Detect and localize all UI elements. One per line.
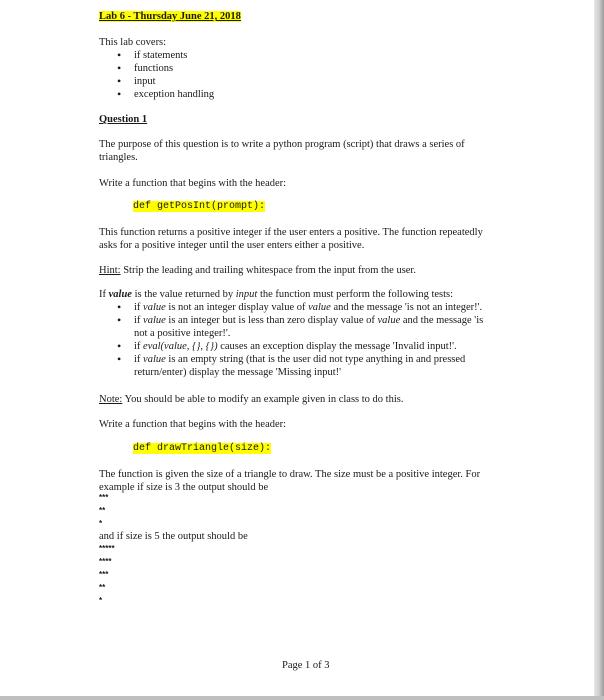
triangle-row: * bbox=[99, 519, 103, 528]
covers-item: • input bbox=[99, 75, 214, 88]
covers-item: • if statements bbox=[99, 49, 214, 62]
note-label: Note: bbox=[99, 394, 123, 405]
note-text: You should be able to modify an example given in class to do this. bbox=[122, 394, 404, 405]
note bbox=[99, 393, 403, 406]
given-line-1: The function is given the size of a triangle to draw. The size must be a positive integer. For bbox=[99, 469, 481, 480]
hint-label: Hint: bbox=[99, 265, 121, 276]
purpose-line-1: The purpose of this question is to write a python program (script) that draws a series of bbox=[99, 139, 465, 150]
purpose-line-2: triangles. bbox=[99, 152, 138, 163]
test-item: • if value is not an integer display value of value and the message 'is not an integer!'. bbox=[99, 301, 483, 314]
covers-item: • functions bbox=[99, 62, 214, 75]
given-line-2: example if size is 3 the output should be bbox=[99, 482, 269, 493]
triangle-row: *** bbox=[99, 570, 109, 579]
triangle-row: *** bbox=[99, 493, 109, 502]
page-edge bbox=[594, 0, 604, 700]
triangle-row: ***** bbox=[99, 544, 115, 553]
question-heading: Question 1 bbox=[99, 114, 148, 125]
hint bbox=[99, 264, 416, 277]
page-footer: Page 1 of 3 bbox=[282, 660, 330, 671]
hint-text: Strip the leading and trailing whitespace from the input from the user. bbox=[120, 265, 416, 276]
code-drawtriangle: def drawTriangle(size): bbox=[133, 443, 272, 454]
tests-list bbox=[99, 301, 483, 379]
returns-line-1: This function returns a positive integer if the user enters a positive. The function repeatedly bbox=[99, 227, 483, 238]
test-item: • if value is an empty string (that is the user did not type anything in and pressed return/enter) display the message 'Missing input!' bbox=[99, 353, 483, 379]
triangle-row: ** bbox=[99, 506, 106, 515]
page-bottom-edge bbox=[0, 696, 604, 700]
and-if-line: and if size is 5 the output should be bbox=[99, 531, 248, 542]
covers-item: • exception handling bbox=[99, 88, 214, 101]
returns-line-2: asks for a positive integer until the user enters either a positive. bbox=[99, 240, 365, 251]
covers-intro: This lab covers: bbox=[99, 37, 167, 48]
triangle-size-5 bbox=[99, 545, 115, 610]
test-item: • if eval(value, {}, {}) causes an exception display the message 'Invalid input!'. bbox=[99, 340, 483, 353]
write-header-2: Write a function that begins with the header: bbox=[99, 419, 287, 430]
test-item: • if value is an integer but is less than zero display value of value and the message 'is not a positive integer!'. bbox=[99, 314, 483, 340]
triangle-size-3 bbox=[99, 494, 108, 533]
ifvalue-intro: If value is the value returned by input the function must perform the following tests: bbox=[99, 289, 454, 300]
covers-list bbox=[99, 49, 214, 101]
lab-title: Lab 6 - Thursday June 21, 2018 bbox=[99, 11, 241, 22]
write-header-1: Write a function that begins with the header: bbox=[99, 178, 287, 189]
triangle-row: **** bbox=[99, 557, 112, 566]
code-getposint: def getPosInt(prompt): bbox=[133, 201, 266, 212]
triangle-row: * bbox=[99, 596, 103, 605]
triangle-row: ** bbox=[99, 583, 106, 592]
